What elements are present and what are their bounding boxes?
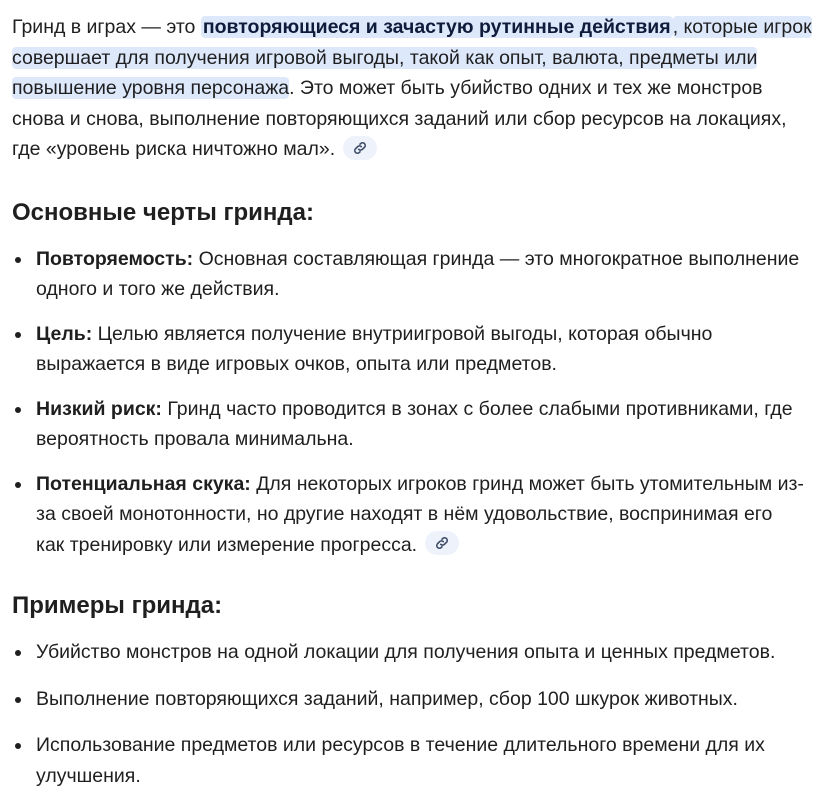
list-item: Использование предметов или ресурсов в течение длительного времени для их улучшения. [12, 730, 806, 791]
features-list [12, 244, 811, 561]
intro-paragraph [12, 12, 812, 165]
highlighted-phrase: повторяющиеся и зачастую рутинные действия [202, 16, 671, 38]
link-icon [352, 140, 368, 156]
link-icon [434, 535, 450, 551]
list-item [12, 319, 806, 380]
features-heading: Основные черты гринда: [12, 198, 314, 226]
examples-heading: Примеры гринда: [12, 592, 223, 619]
feature-term: Цель: [36, 322, 93, 345]
feature-term: Потенциальная скука: [36, 472, 251, 495]
intro-text-end: . Это может быть убийство одних и тех же монстров снова и снова, выполнение повторяющихся заданий или сбор ресурсов на локациях, где «уровень риска ничтожно мал». [12, 77, 787, 160]
highlighted-continuation: , которые игрок совершает для получения игровой выгоды, такой как опыт, валюта, предметы или повышение уровня персонажа [12, 16, 812, 99]
examples-list [12, 637, 811, 791]
list-item: Выполнение повторяющихся заданий, например, сбор 100 шкурок животных. [12, 684, 806, 715]
list-item [12, 244, 806, 305]
feature-text: Целью является получение внутриигровой выгоды, которая обычно выражается в виде игровых очков, опыта или предметов. [36, 322, 713, 375]
list-item [12, 469, 806, 561]
source-link-button[interactable] [343, 136, 377, 160]
source-link-button[interactable] [425, 531, 459, 555]
feature-term: Повторяемость: [36, 247, 194, 270]
feature-text: Для некоторых игроков гринд может быть утомительным из-за своей монотонности, но другие находят в нём удовольствие, воспринимая его как тренировку или измерение прогресса. [36, 472, 804, 556]
list-item: Убийство монстров на одной локации для получения опыта и ценных предметов. [12, 637, 806, 668]
intro-text-start: Гринд в играх — это [12, 16, 201, 38]
feature-text: Основная составляющая гринда — это многократное выполнение одного и того же действия. [36, 247, 800, 300]
feature-term: Низкий риск: [36, 397, 162, 420]
feature-text: Гринд часто проводится в зонах с более слабыми противниками, где вероятность провала минимальна. [36, 397, 793, 450]
list-item [12, 394, 806, 455]
